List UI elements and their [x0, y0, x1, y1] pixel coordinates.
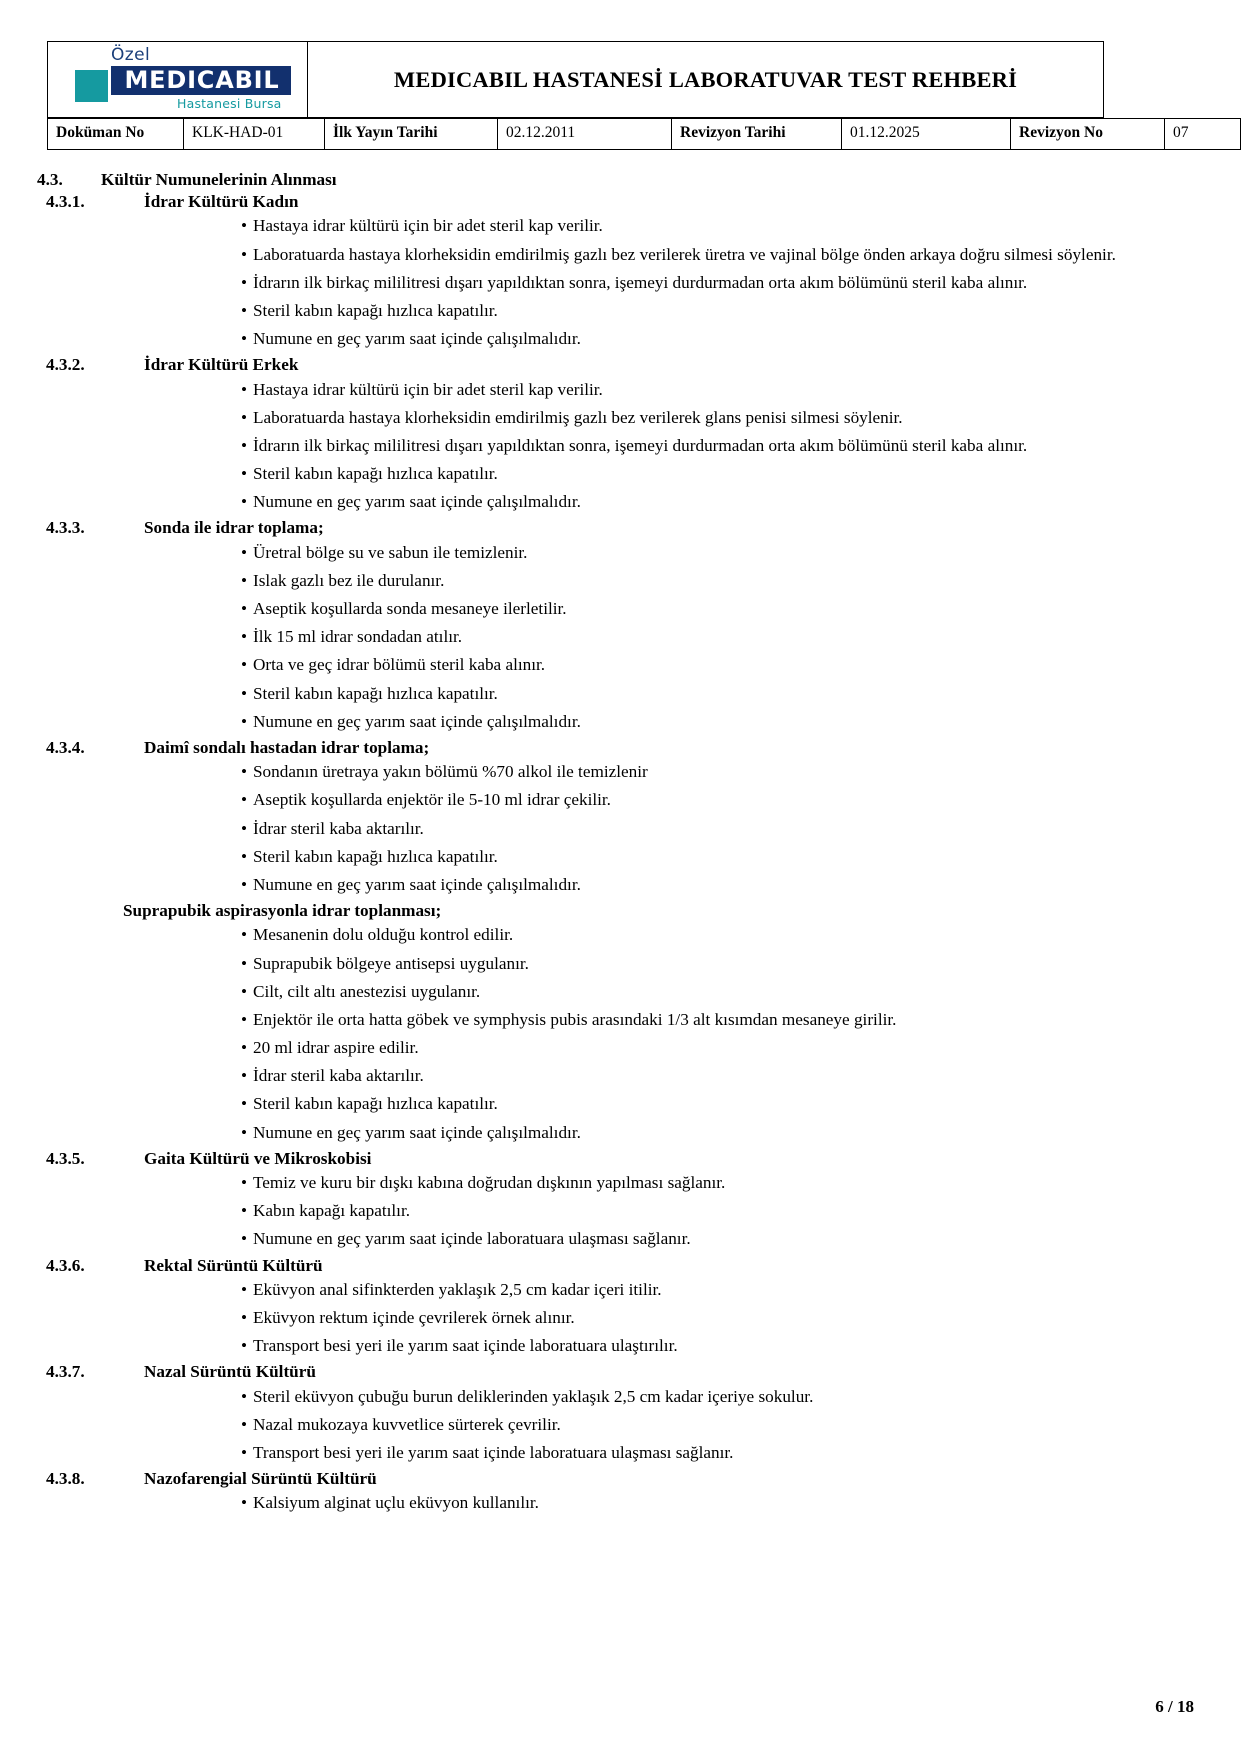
bullet-icon: •: [241, 711, 248, 731]
bullet-icon: •: [241, 244, 248, 264]
revizyon-tarihi-value: 01.12.2025: [842, 119, 1011, 150]
list-item-text: Numune en geç yarım saat içinde çalışılmalıdır.: [253, 1122, 581, 1142]
list-item-text: Numune en geç yarım saat içinde çalışılmalıdır.: [253, 874, 581, 894]
heading-4-3: [37, 170, 1194, 189]
list-item: [47, 1279, 1194, 1301]
bullet-icon: •: [241, 542, 248, 562]
list-item-text: Kalsiyum alginat uçlu eküvyon kullanılır.: [253, 1493, 539, 1513]
list-item-text: Suprapubik bölgeye antisepsi uygulanır.: [253, 953, 529, 973]
meta-row: [48, 119, 1241, 150]
bullet-icon: •: [241, 1493, 248, 1513]
revizyon-no-value: 07: [1165, 119, 1241, 150]
list-item-text: Numune en geç yarım saat içinde çalışılmalıdır.: [253, 492, 581, 512]
heading-4-3-8-title: Nazofarengial Sürüntü Kültürü: [144, 1469, 377, 1489]
heading-4-3-4: [47, 739, 1194, 756]
list-item: [47, 1335, 1194, 1357]
list-item-text: Enjektör ile orta hatta göbek ve symphysis pubis arasındaki 1/3 alt kısımdan mesaneye girilir.: [253, 1009, 897, 1029]
list-item-text: Numune en geç yarım saat içinde çalışılmalıdır.: [253, 329, 581, 349]
list-item: [47, 1492, 1194, 1514]
list-item: [47, 1037, 1194, 1059]
bullet-icon: •: [241, 1094, 248, 1114]
list-item-text: Hastaya idrar kültürü için bir adet steril kap verilir.: [253, 379, 603, 399]
list-item: [47, 981, 1194, 1003]
list-4-3-6: [47, 1279, 1194, 1358]
document-header-table: [47, 41, 1104, 118]
revizyon-tarihi-label: Revizyon Tarihi: [672, 119, 842, 150]
list-item-text: Steril kabın kapağı hızlıca kapatılır.: [253, 1094, 498, 1114]
list-item: [47, 570, 1194, 592]
bullet-icon: •: [241, 818, 248, 838]
bullet-icon: •: [241, 492, 248, 512]
bullet-icon: •: [241, 683, 248, 703]
list-item: [47, 463, 1194, 485]
heading-4-3-6-title: Rektal Sürüntü Kültürü: [144, 1255, 323, 1275]
bullet-icon: •: [241, 1173, 248, 1193]
list-item: [47, 761, 1194, 783]
list-item: [47, 1009, 1194, 1031]
list-4-3-7: [47, 1386, 1194, 1465]
list-item-text: Kabın kapağı kapatılır.: [253, 1201, 411, 1221]
list-item: [47, 924, 1194, 946]
list-4-3-8: [47, 1492, 1194, 1514]
list-item-text: Steril kabın kapağı hızlıca kapatılır.: [253, 683, 498, 703]
list-item-text: Laboratuarda hastaya klorheksidin emdirilmiş gazlı bez verilerek üretra ve vajinal bölge önden arkaya doğru silmesi söylenir.: [253, 244, 1116, 264]
list-item: [47, 491, 1194, 513]
list-item-text: İdrarın ilk birkaç mililitresi dışarı yapıldıktan sonra, işemeyi durdurmadan orta akım bölümünü steril kaba alınır.: [253, 435, 1028, 455]
heading-4-3-8: [47, 1470, 1194, 1487]
list-4-3-3: [47, 542, 1194, 733]
list-item: [47, 1122, 1194, 1144]
logo-ozel-text: Özel: [111, 45, 151, 65]
bullet-icon: •: [241, 655, 248, 675]
heading-4-3-2: [47, 356, 1194, 373]
list-item: [47, 683, 1194, 705]
list-item: [47, 1065, 1194, 1087]
medicabil-logo: [48, 42, 307, 117]
list-item: [47, 407, 1194, 429]
heading-4-3-7-title: Nazal Sürüntü Kültürü: [144, 1362, 316, 1382]
logo-cell: [48, 42, 308, 118]
list-item-text: İdrarın ilk birkaç mililitresi dışarı yapıldıktan sonra, işemeyi durdurmadan orta akım bölümünü steril kaba alınır.: [253, 272, 1028, 292]
bullet-icon: •: [241, 874, 248, 894]
list-item: [47, 435, 1194, 457]
heading-4-3-5-number: 4.3.5.: [46, 1148, 85, 1168]
list-item: [47, 300, 1194, 322]
list-item: [47, 1307, 1194, 1329]
bullet-icon: •: [241, 1308, 248, 1327]
heading-4-3-1: [47, 193, 1194, 210]
heading-4-3-2-title: İdrar Kültürü Erkek: [144, 355, 299, 375]
heading-4-3-1-number: 4.3.1.: [46, 192, 85, 212]
heading-suprapubik: Suprapubik aspirasyonla idrar toplanması;: [123, 901, 442, 921]
bullet-icon: •: [241, 570, 248, 590]
heading-4-3-6: [47, 1257, 1194, 1274]
list-item: [47, 1386, 1194, 1408]
bullet-icon: •: [241, 599, 248, 619]
list-item: [47, 1414, 1194, 1436]
bullet-icon: •: [241, 300, 248, 320]
heading-4-3-5: [47, 1150, 1194, 1167]
bullet-icon: •: [241, 1122, 248, 1142]
list-item-text: Islak gazlı bez ile durulanır.: [253, 570, 445, 590]
heading-4-3-2-number: 4.3.2.: [46, 355, 85, 375]
heading-4-3-3-number: 4.3.3.: [46, 518, 85, 538]
list-item-text: 20 ml idrar aspire edilir.: [253, 1038, 419, 1058]
list-item-text: Transport besi yeri ile yarım saat içinde laboratuara ulaştırılır.: [253, 1336, 678, 1356]
bullet-icon: •: [241, 627, 248, 647]
list-item-text: Nazal mukozaya kuvvetlice sürterek çevrilir.: [253, 1414, 561, 1434]
list-item: [47, 542, 1194, 564]
bullet-icon: •: [241, 790, 248, 810]
list-item-text: Cilt, cilt altı anestezisi uygulanır.: [253, 981, 481, 1001]
list-item: [47, 1228, 1194, 1250]
list-item-text: Laboratuarda hastaya klorheksidin emdirilmiş gazlı bez verilerek glans penisi silmesi söylenir.: [253, 407, 903, 427]
dokuman-no-value: KLK-HAD-01: [184, 119, 325, 150]
list-item-text: Temiz ve kuru bir dışkı kabına doğrudan dışkının yapılması sağlanır.: [253, 1173, 726, 1193]
bullet-icon: •: [241, 846, 248, 866]
heading-4-3-6-number: 4.3.6.: [46, 1255, 85, 1275]
list-item: [47, 626, 1194, 648]
list-4-3-5: [47, 1172, 1194, 1251]
heading-4-3-number: 4.3.: [37, 170, 63, 189]
list-item: [47, 1172, 1194, 1194]
list-item: [47, 846, 1194, 868]
list-item: [47, 874, 1194, 896]
document-body: [37, 170, 1194, 1515]
heading-4-3-title: Kültür Numunelerinin Alınması: [101, 170, 337, 189]
heading-4-3-3: [47, 519, 1194, 536]
bullet-icon: •: [241, 1279, 248, 1299]
page-number: 6 / 18: [1155, 1697, 1194, 1716]
revizyon-no-label: Revizyon No: [1011, 119, 1165, 150]
bullet-icon: •: [241, 953, 248, 973]
document-meta-table: [47, 118, 1241, 150]
heading-4-3-7: [47, 1363, 1194, 1380]
list-item: [47, 244, 1194, 266]
list-item-text: Steril eküvyon çubuğu burun deliklerinden yaklaşık 2,5 cm kadar içeriye sokulur.: [253, 1386, 814, 1406]
heading-4-3-4-number: 4.3.4.: [46, 738, 85, 757]
heading-4-3-7-number: 4.3.7.: [46, 1362, 85, 1382]
bullet-icon: •: [241, 1229, 248, 1249]
list-item-text: Steril kabın kapağı hızlıca kapatılır.: [253, 300, 498, 320]
dokuman-no-label: Doküman No: [48, 119, 184, 150]
bullet-icon: •: [241, 1336, 248, 1356]
list-item: [47, 711, 1194, 733]
list-4-3-4: [47, 761, 1194, 896]
bullet-icon: •: [241, 981, 248, 1001]
bullet-icon: •: [241, 1442, 248, 1462]
bullet-icon: •: [241, 1066, 248, 1086]
list-item: [47, 598, 1194, 620]
list-suprapubik: [47, 924, 1194, 1144]
list-item-text: Üretral bölge su ve sabun ile temizlenir.: [253, 542, 528, 562]
list-4-3-1: [47, 215, 1194, 350]
logo-wordmark: MEDICABIL: [124, 66, 280, 94]
list-item: [47, 789, 1194, 811]
document-title: MEDICABIL HASTANESİ LABORATUVAR TEST REHBERİ: [308, 42, 1104, 118]
ilk-yayin-tarihi-label: İlk Yayın Tarihi: [325, 119, 498, 150]
list-item: [47, 1200, 1194, 1222]
list-item: [47, 1442, 1194, 1464]
list-item-text: İdrar steril kaba aktarılır.: [253, 1066, 424, 1086]
bullet-icon: •: [241, 1009, 248, 1029]
bullet-icon: •: [241, 1038, 248, 1058]
list-item-text: Transport besi yeri ile yarım saat içinde laboratuara ulaşması sağlanır.: [253, 1442, 734, 1462]
list-item-text: Steril kabın kapağı hızlıca kapatılır.: [253, 464, 498, 484]
list-item-text: İlk 15 ml idrar sondadan atılır.: [253, 627, 463, 647]
bullet-icon: •: [241, 1201, 248, 1221]
list-item-text: Eküvyon anal sifinkterden yaklaşık 2,5 cm kadar içeri itilir.: [253, 1279, 662, 1299]
bullet-icon: •: [241, 1386, 248, 1406]
bullet-icon: •: [241, 1414, 248, 1434]
list-item-text: Sondanın üretraya yakın bölümü %70 alkol ile temizlenir: [253, 762, 648, 782]
list-4-3-2: [47, 379, 1194, 514]
bullet-icon: •: [241, 435, 248, 455]
list-item: [47, 953, 1194, 975]
heading-4-3-8-number: 4.3.8.: [46, 1469, 85, 1489]
list-item-text: Eküvyon rektum içinde çevrilerek örnek alınır.: [253, 1308, 575, 1327]
list-item: [47, 818, 1194, 840]
logo-teal-square-icon: [75, 70, 108, 102]
list-item-text: Mesanenin dolu olduğu kontrol edilir.: [253, 925, 514, 945]
list-item: [47, 1093, 1194, 1115]
bullet-icon: •: [241, 272, 248, 292]
bullet-icon: •: [241, 329, 248, 349]
list-item-text: Numune en geç yarım saat içinde çalışılmalıdır.: [253, 711, 581, 731]
list-item-text: Orta ve geç idrar bölümü steril kaba alınır.: [253, 655, 546, 675]
header-top-row: [48, 42, 1104, 118]
bullet-icon: •: [241, 762, 248, 782]
list-item-text: Numune en geç yarım saat içinde laboratuara ulaşması sağlanır.: [253, 1229, 691, 1249]
bullet-icon: •: [241, 464, 248, 484]
list-item-text: Aseptik koşullarda enjektör ile 5-10 ml idrar çekilir.: [253, 790, 611, 810]
list-item-text: Hastaya idrar kültürü için bir adet steril kap verilir.: [253, 216, 603, 236]
list-item-text: İdrar steril kaba aktarılır.: [253, 818, 424, 838]
heading-4-3-3-title: Sonda ile idrar toplama;: [144, 518, 324, 538]
heading-4-3-1-title: İdrar Kültürü Kadın: [144, 192, 299, 212]
ilk-yayin-tarihi-value: 02.12.2011: [498, 119, 672, 150]
heading-4-3-4-title: Daimî sondalı hastadan idrar toplama;: [144, 738, 430, 757]
list-item: [47, 328, 1194, 350]
bullet-icon: •: [241, 216, 248, 236]
list-item-text: Aseptik koşullarda sonda mesaneye ilerletilir.: [253, 599, 567, 619]
heading-4-3-5-title: Gaita Kültürü ve Mikroskobisi: [144, 1148, 372, 1168]
list-item: [47, 215, 1194, 237]
list-item: [47, 654, 1194, 676]
list-item-text: Steril kabın kapağı hızlıca kapatılır.: [253, 846, 498, 866]
logo-subtitle: Hastanesi Bursa: [177, 96, 282, 111]
bullet-icon: •: [241, 925, 248, 945]
list-item: [47, 379, 1194, 401]
bullet-icon: •: [241, 407, 248, 427]
bullet-icon: •: [241, 379, 248, 399]
list-item: [47, 272, 1194, 294]
